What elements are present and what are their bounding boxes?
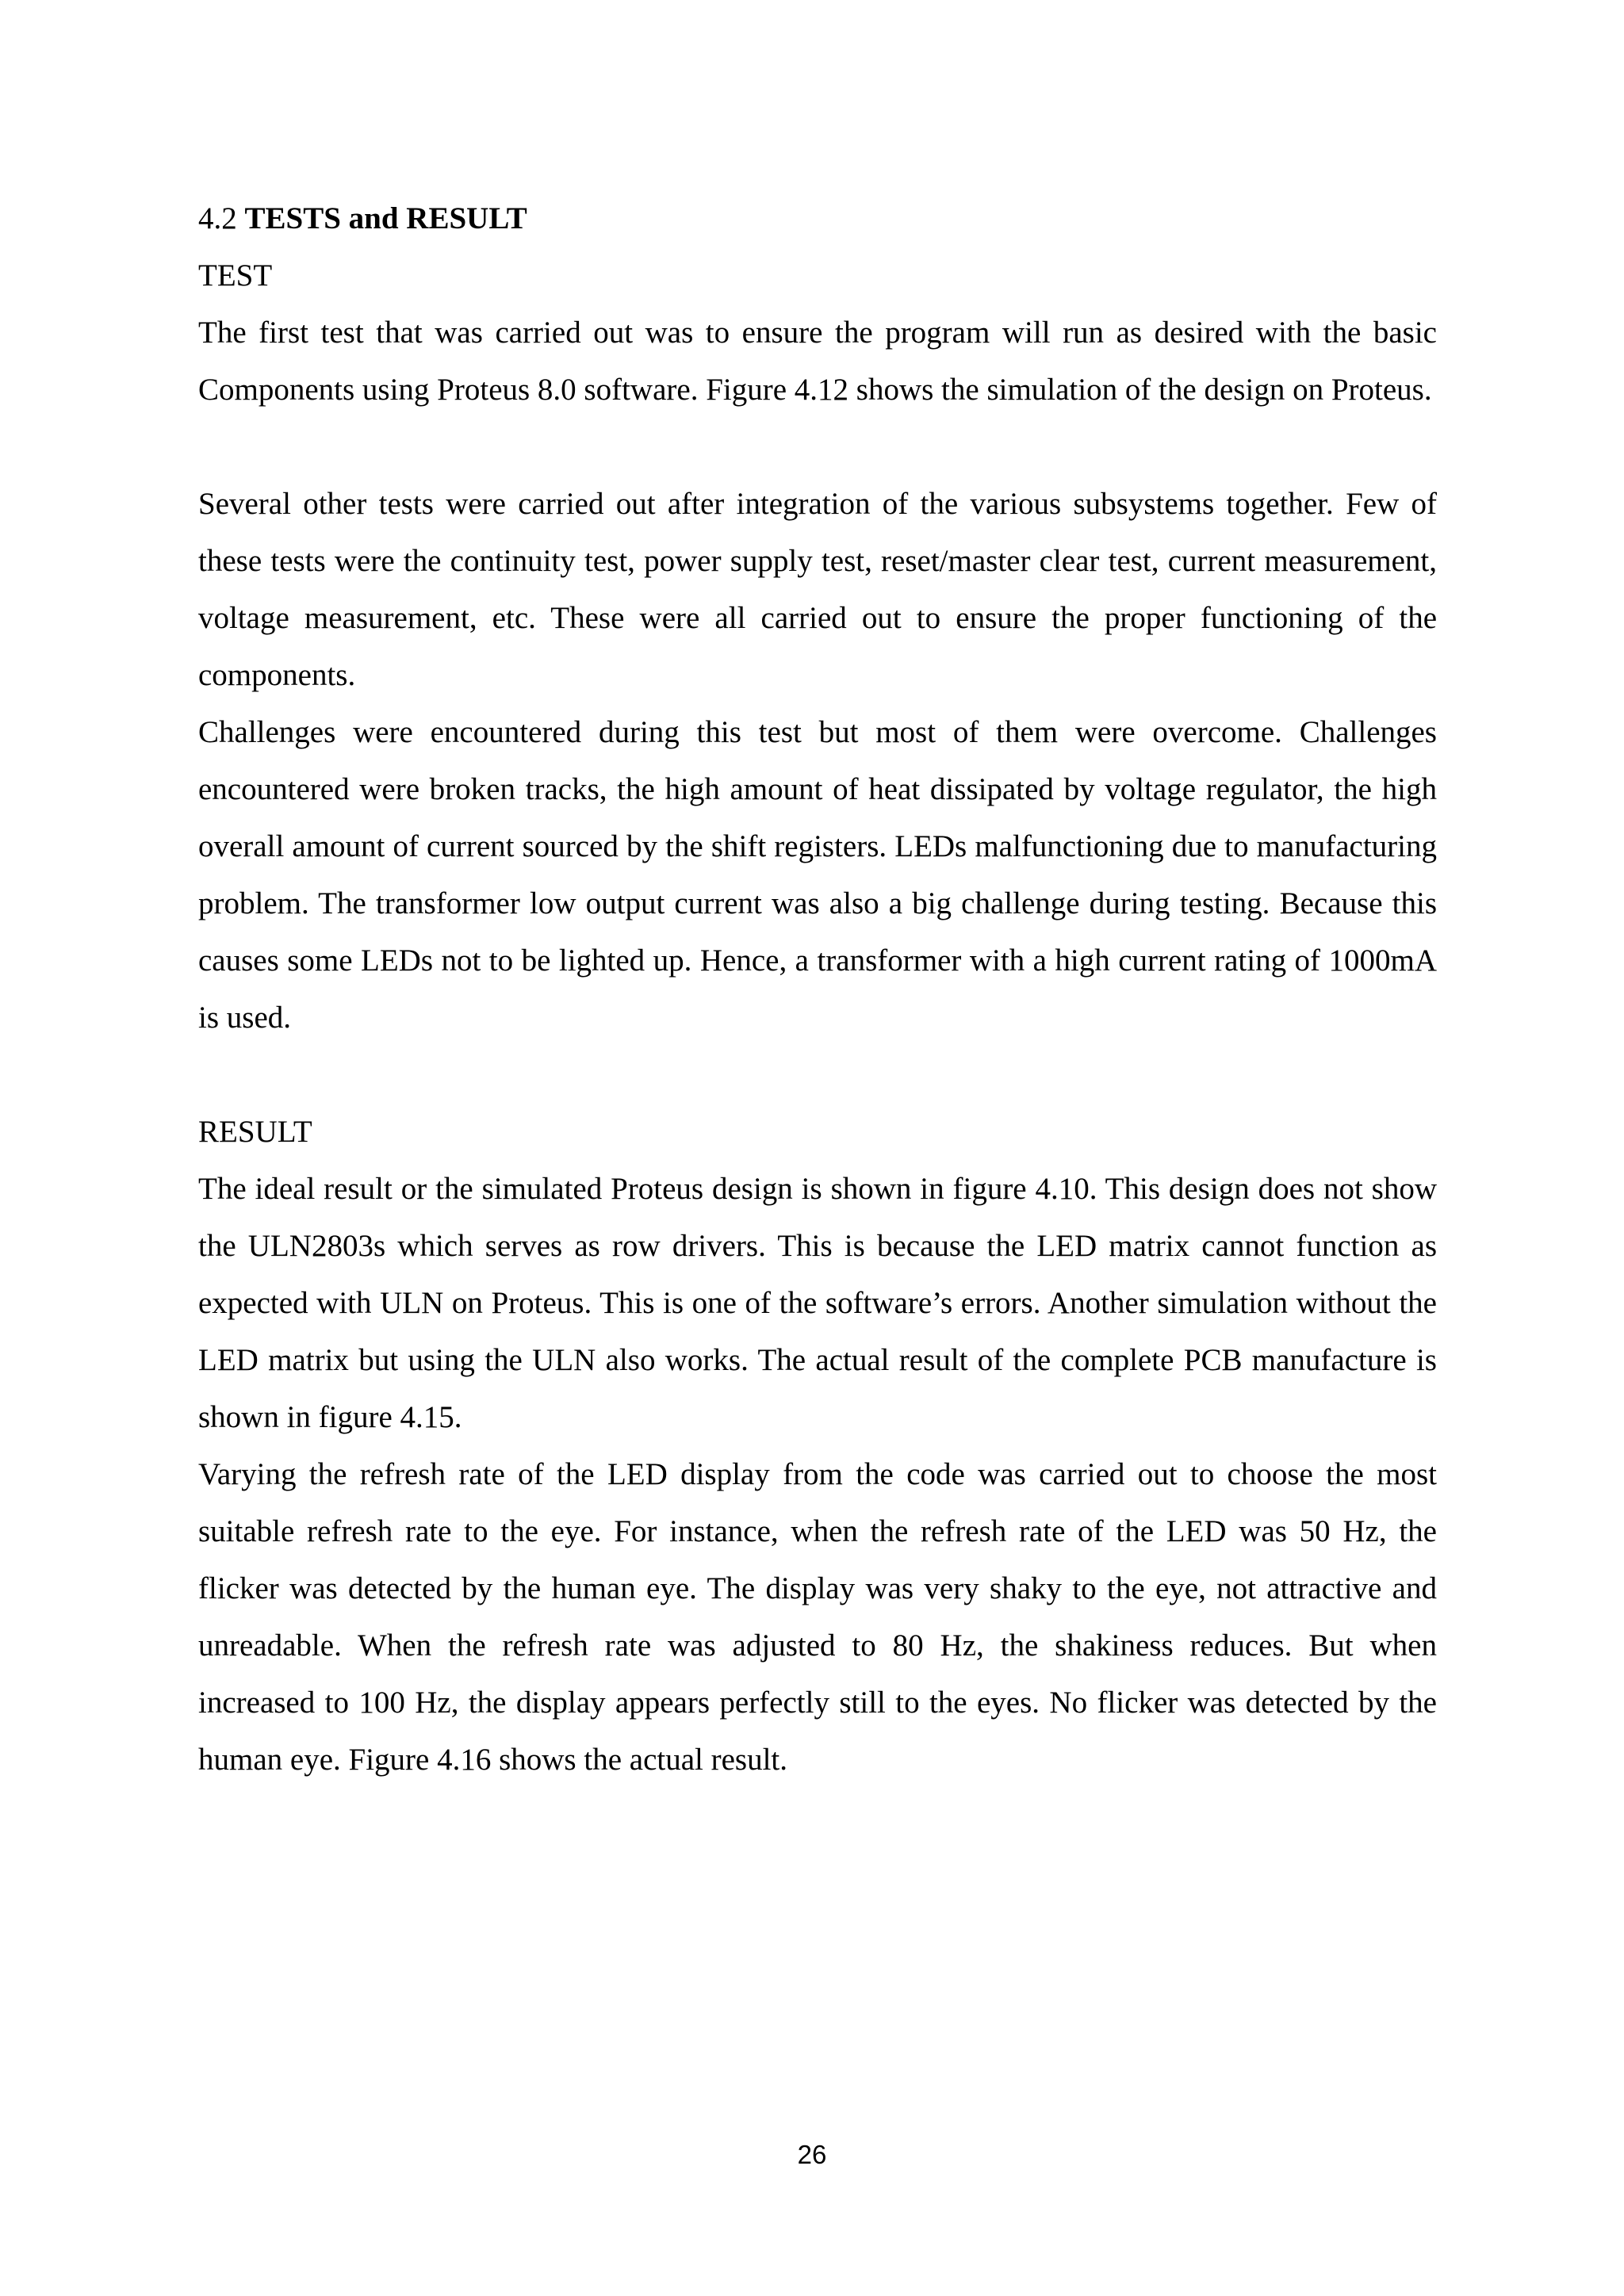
section-heading (198, 190, 1437, 247)
section-number: 4.2 (198, 201, 237, 235)
document-page (198, 190, 1437, 1789)
test-paragraph-2: Several other tests were carried out after integration of the various subsystems together. Few of these tests were the continuity test, power supply test, reset/master clear test, current measurement, voltage measurement, etc. These were all carried out to ensure the proper functioning of the components. (198, 487, 1437, 692)
paragraph-spacer (198, 1047, 1437, 1104)
test-heading: TEST (198, 258, 273, 293)
result-heading: RESULT (198, 1115, 312, 1149)
page-number: 26 (797, 2140, 827, 2169)
result-paragraph-2: Varying the refresh rate of the LED display from the code was carried out to choose the most suitable refresh rate to the eye. For instance, when the refresh rate of the LED was 50 Hz, the flicker was detected by the human eye. The display was very shaky to the eye, not attractive and unreadable. When the refresh rate was adjusted to 80 Hz, the shakiness reduces. But when increased to 100 Hz, the display appears perfectly still to the eyes. No flicker was detected by the human eye. Figure 4.16 shows the actual result. (198, 1457, 1437, 1777)
test-paragraph-1: The first test that was carried out was to ensure the program will run as desired with the basic Components using Proteus 8.0 software. Figure 4.12 shows the simulation of the design on Proteus. (198, 316, 1437, 407)
section-title: TESTS and RESULT (244, 201, 527, 235)
test-paragraph-3: Challenges were encountered during this test but most of them were overcome. Challenges encountered were broken tracks, the high amount of heat dissipated by voltage regulator, the high overall amount of current sourced by the shift registers. LEDs malfunctioning due to manufacturing problem. The transformer low output current was also a big challenge during testing. Because this causes some LEDs not to be lighted up. Hence, a transformer with a high current rating of 1000mA is used. (198, 715, 1437, 1035)
paragraph-spacer (198, 419, 1437, 476)
result-paragraph-1: The ideal result or the simulated Proteus design is shown in figure 4.10. This design does not show the ULN2803s which serves as row drivers. This is because the LED matrix cannot function as expected with ULN on Proteus. This is one of the software’s errors. Another simulation without the LED matrix but using the ULN also works. The actual result of the complete PCB manufacture is shown in figure 4.15. (198, 1172, 1437, 1434)
